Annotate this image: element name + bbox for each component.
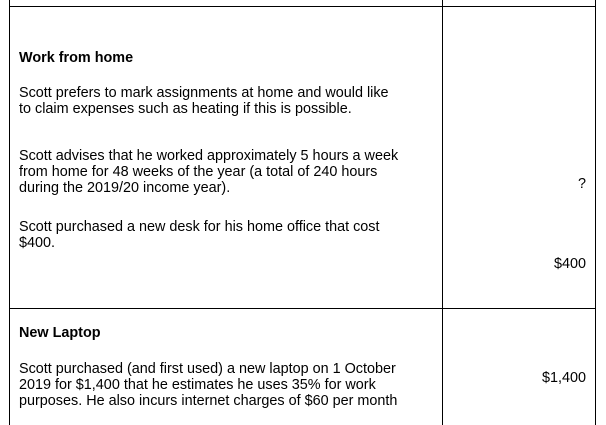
paragraph-line: purposes. He also incurs internet charges of $60 per month [19,393,398,409]
amount-desk: $400 [553,256,586,272]
paragraph-line: Scott prefers to mark assignments at home and would like [19,85,389,101]
paragraph-line: to claim expenses such as heating if this is possible. [19,101,352,117]
paragraph-line: 2019 for $1,400 that he estimates he uses 35% for work [19,377,376,393]
amount-laptop: $1,400 [541,370,586,386]
section-heading-work-from-home: Work from home [19,50,134,66]
paragraph-line: from home for 48 weeks of the year (a total of 240 hours [19,164,378,180]
expense-table [9,0,596,425]
paragraph-line: $400. [19,235,56,251]
paragraph-line: during the 2019/20 income year). [19,180,231,196]
amount-home-running: ? [577,176,586,192]
table-right-border [595,0,596,425]
table-top-border [9,6,596,7]
paragraph-line: Scott purchased a new desk for his home office that cost [19,219,380,235]
paragraph-line: Scott advises that he worked approximately 5 hours a week [19,148,399,164]
table-left-border [9,0,10,425]
column-divider [442,0,443,425]
section-heading-new-laptop: New Laptop [19,325,101,341]
paragraph-line: Scott purchased (and first used) a new laptop on 1 October [19,361,396,377]
row-divider-1 [9,308,596,309]
